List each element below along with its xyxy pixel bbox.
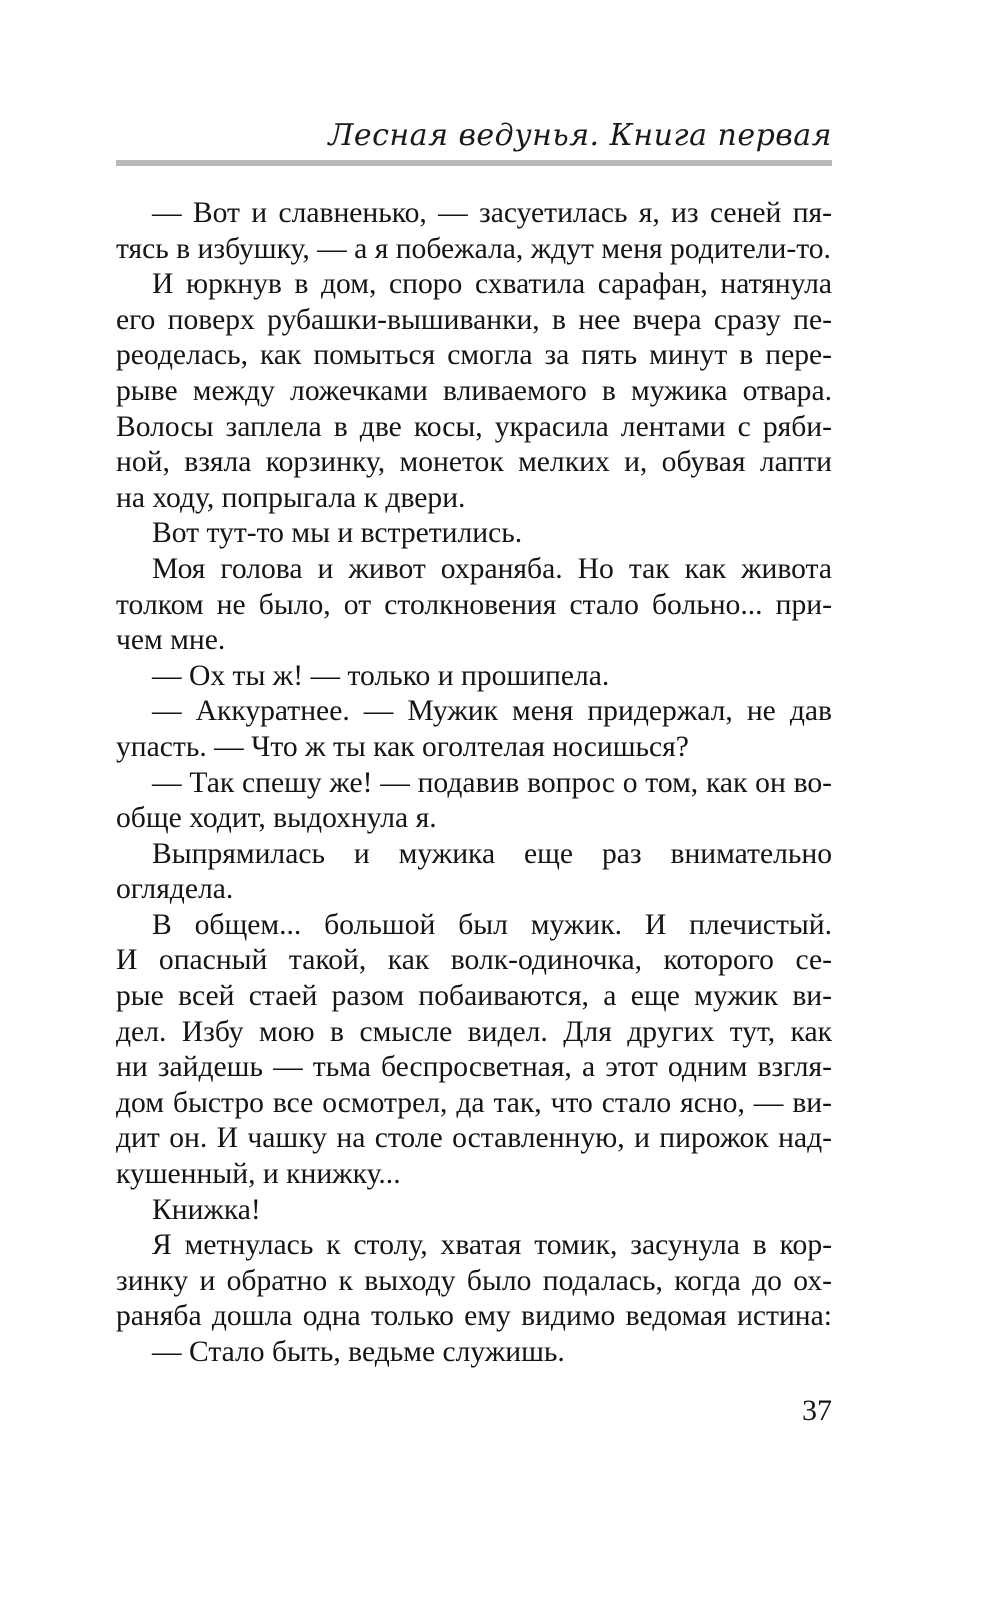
text-line: рыве между ложечками вливаемого в мужика отвара. — [116, 374, 832, 407]
running-head: Лесная ведунья. Книга первая — [328, 118, 832, 153]
text-line: его поверх рубашки-вышиванки, в нее вчера сразу пе- — [116, 303, 832, 336]
text-line: И юркнув в дом, споро схватила сарафан, натянула — [152, 268, 832, 301]
text-line: Я метнулась к столу, хватая томик, засунула в кор- — [152, 1229, 832, 1262]
text-line: Волосы заплела в две косы, украсила лентами с ряби- — [116, 410, 832, 443]
text-line: рые всей стаей разом побаиваются, а еще мужик ви- — [116, 980, 832, 1013]
text-line: реоделась, как помыться смогла за пять минут в пере- — [116, 339, 832, 372]
text-line: ни зайдешь — тьма беспросветная, а этот одним взгля- — [116, 1051, 832, 1084]
text-line: толком не было, от столкновения стало больно... при- — [116, 588, 832, 621]
text-line: чем мне. — [116, 624, 226, 657]
body-text — [116, 196, 832, 1371]
text-line: — Так спешу же! — подавив вопрос о том, как он во- — [152, 766, 832, 799]
text-line: В общем... большой был мужик. И плечистый. — [152, 908, 832, 941]
text-line: ной, взяла корзинку, монеток мелких и, обувая лапти — [116, 446, 832, 479]
text-line: дом быстро все осмотрел, да так, что стало ясно, — ви- — [116, 1086, 832, 1119]
text-line: раняба дошла одна только ему видимо ведомая истина: — [116, 1300, 832, 1333]
page-number: 37 — [802, 1394, 832, 1427]
text-line: И опасный такой, как волк-одиночка, которого се- — [116, 944, 832, 977]
text-line: Книжка! — [152, 1193, 261, 1226]
text-line: дит он. И чашку на столе оставленную, и пирожок над- — [116, 1122, 832, 1155]
text-line: Выпрямилась и мужика еще раз внимательно — [152, 837, 832, 870]
text-line: дел. Избу мою в смысле видел. Для других тут, как — [116, 1015, 832, 1048]
text-line: Вот тут-то мы и встретились. — [152, 517, 523, 550]
text-line: обще ходит, выдохнула я. — [116, 802, 437, 835]
text-line: на ходу, попрыгала к двери. — [116, 481, 466, 514]
text-line: кушенный, и книжку... — [116, 1158, 401, 1191]
text-line: — Вот и славненько, — засуетилась я, из сеней пя- — [152, 197, 832, 229]
text-line: — Ох ты ж! — только и прошипела. — [152, 659, 610, 692]
header-rule — [116, 160, 832, 166]
text-line: оглядела. — [116, 873, 234, 906]
text-line: — Стало быть, ведьме служишь. — [152, 1336, 565, 1368]
text-line: зинку и обратно к выходу было подалась, когда до ох- — [116, 1264, 832, 1297]
text-line: тясь в избушку, — а я побежала, ждут меня родители-то. — [116, 232, 831, 265]
text-line: упасть. — Что ж ты как оголтелая носишься? — [116, 730, 689, 763]
text-line: Моя голова и живот охраняба. Но так как живота — [152, 552, 832, 585]
text-line: — Аккуратнее. — Мужик меня придержал, не дав — [152, 695, 832, 728]
